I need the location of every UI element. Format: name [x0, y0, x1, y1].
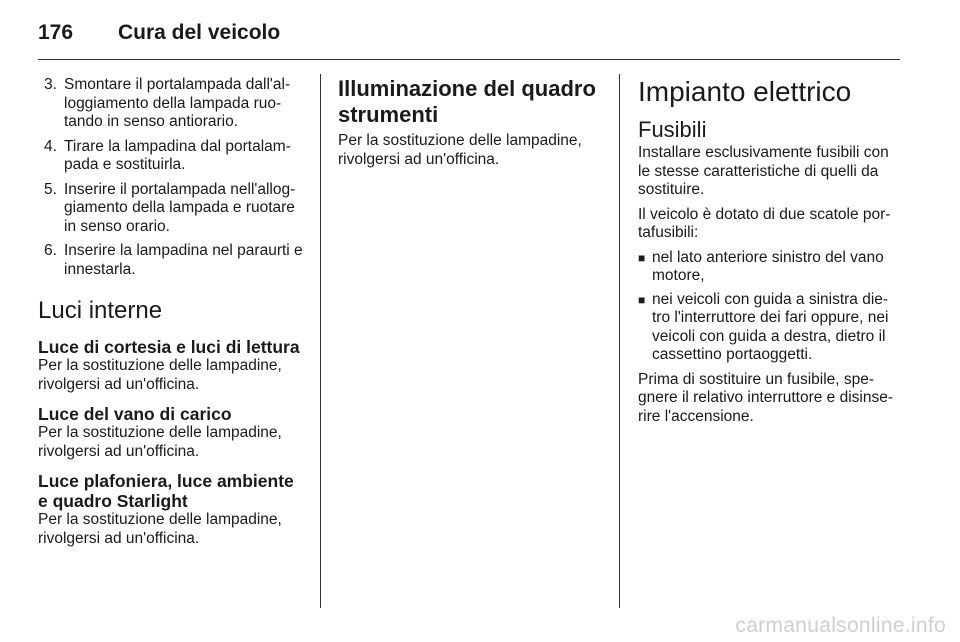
column-divider-2	[619, 74, 620, 608]
subsection-title-ceiling: Luce plafoniera, luce ambiente e quadro Starlight	[38, 471, 294, 511]
list-item: 5. Inserire il portalampada nell'allog-giamento della lampada e ruotare in senso orario.	[44, 180, 296, 235]
page-number: 176	[38, 21, 74, 44]
bullet-icon: ■	[638, 250, 646, 265]
column-divider-1	[320, 74, 321, 608]
column-right	[638, 76, 902, 432]
subsection-text: Per la sostituzione delle lampadine, rivolgersi ad un'officina.	[38, 511, 282, 547]
paragraph: Il veicolo è dotato di due scatole por-tafusibili:	[638, 205, 891, 241]
list-item: 6. Inserire la lampadina nel paraurti e innestarla.	[44, 242, 303, 278]
section-text: Per la sostituzione delle lampadine, rivolgersi ad un'officina.	[338, 132, 582, 168]
bullet-list	[638, 249, 902, 365]
subsection-title-cargo: Luce del vano di carico	[38, 404, 232, 424]
chapter-title: Cura del veicolo	[118, 21, 281, 44]
paragraph: Installare esclusivamente fusibili con le stesse caratteristiche di quelli da sostituire.	[638, 144, 889, 198]
list-item: ■ nel lato anteriore sinistro del vano motore,	[638, 248, 884, 284]
header-divider	[38, 59, 900, 60]
paragraph: Prima di sostituire un fusibile, spe-gnere il relativo interruttore e disinse-rire l'accensione.	[638, 370, 894, 425]
subsection-title-courtesy: Luce di cortesia e luci di lettura	[38, 337, 300, 357]
bullet-icon: ■	[638, 292, 646, 307]
column-middle	[338, 76, 600, 175]
list-item: 4. Tirare la lampadina dal portalam-pada e sostituirla.	[44, 137, 291, 173]
column-left	[38, 76, 303, 554]
watermark: carmanualsonline.info	[735, 614, 946, 637]
page-header	[38, 18, 900, 48]
step-list	[38, 76, 303, 279]
list-item: ■ nei veicoli con guida a sinistra die-tro l'interruttore dei fari oppure, nei veicoli con guida a destra, dietro il cassettino portaoggetti.	[638, 290, 889, 363]
section-title-electrical: Impianto elettrico	[638, 76, 852, 107]
list-item: 3. Smontare il portalampada dall'al-loggiamento della lampada ruo-tando in senso antiorario.	[44, 76, 291, 130]
subsection-title-fuses: Fusibili	[638, 117, 707, 142]
section-title-instrument: Illuminazione del quadro strumenti	[338, 76, 596, 127]
section-title-interior-lights: Luci interne	[38, 297, 163, 324]
subsection-text: Per la sostituzione delle lampadine, rivolgersi ad un'officina.	[38, 357, 282, 393]
subsection-text: Per la sostituzione delle lampadine, rivolgersi ad un'officina.	[38, 424, 282, 460]
